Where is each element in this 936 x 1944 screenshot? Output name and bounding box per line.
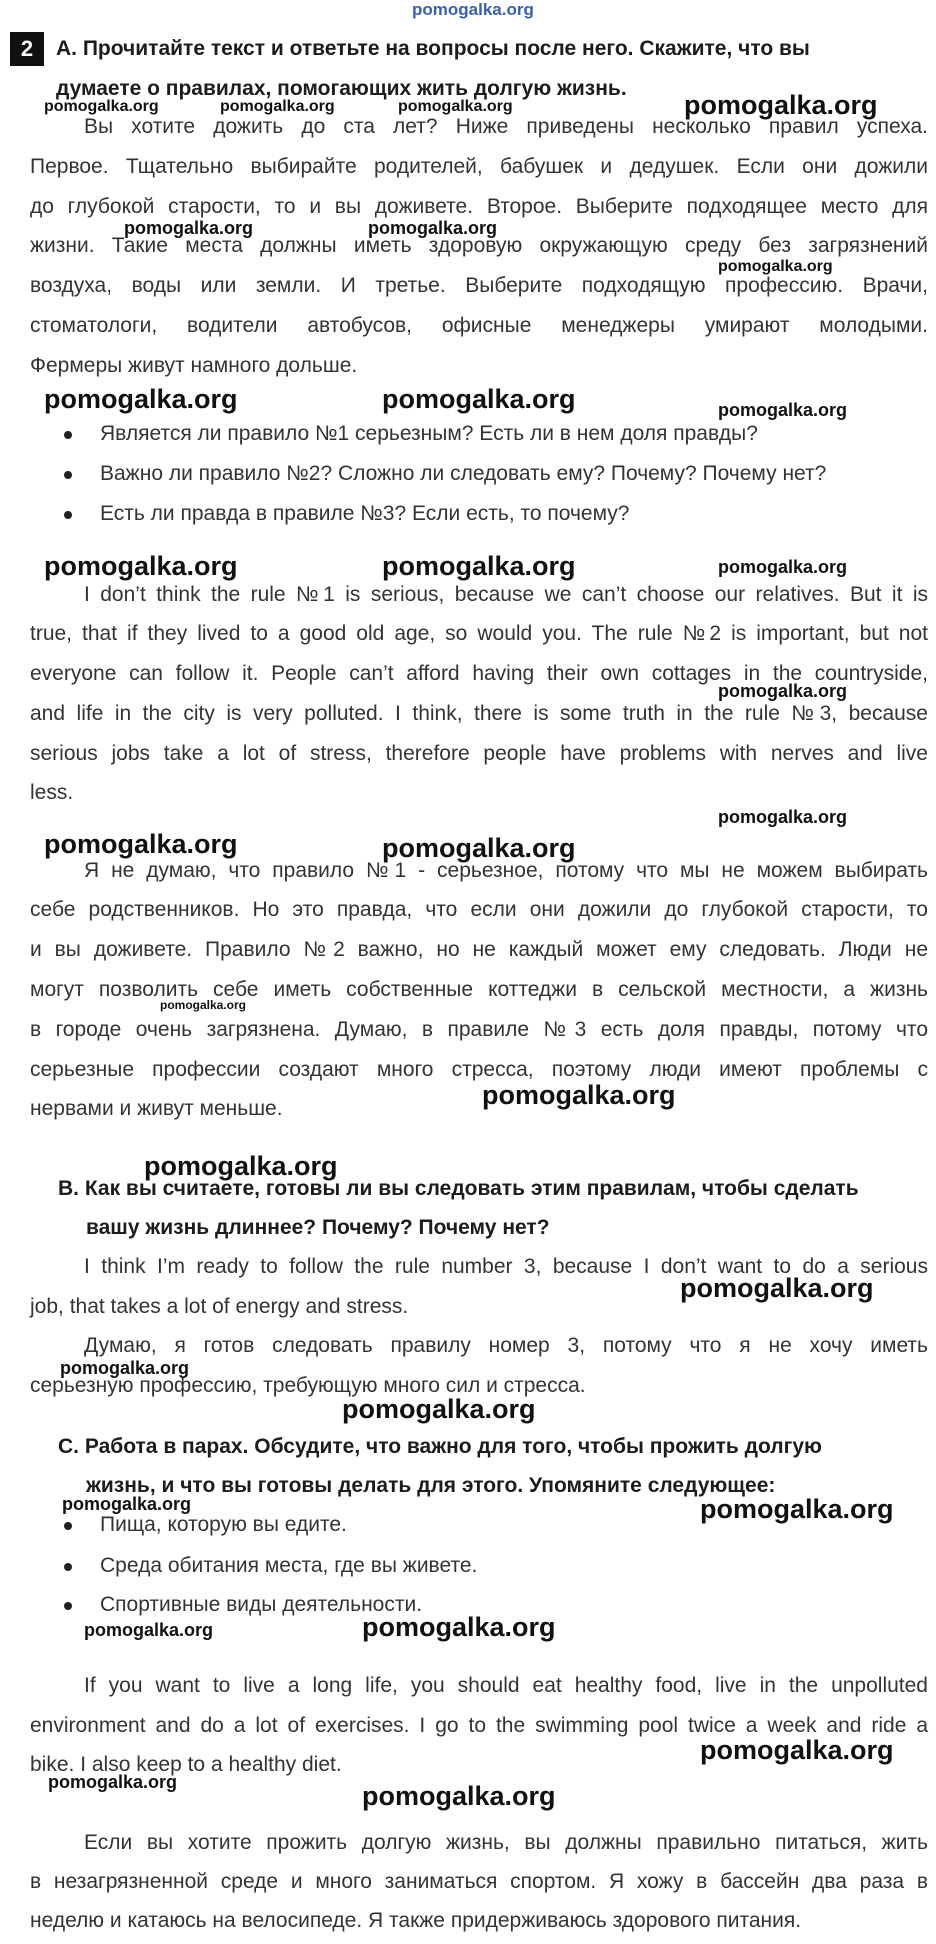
text-line: Вы хотите дожить до ста лет? Ниже приведены несколько правил успеха.: [84, 115, 928, 138]
answer-ru-line: себе родственников. Но это правда, что если они дожили до глубокой старости, то: [30, 898, 928, 921]
answer-en-line: I think I’m ready to follow the rule number 3, because I don’t want to do a serious: [84, 1255, 928, 1278]
watermark: pomogalka.org: [382, 551, 576, 581]
text-line: Первое. Тщательно выбирайте родителей, бабушек и дедушек. Если они дожили: [30, 155, 928, 178]
watermark: pomogalka.org: [342, 1394, 536, 1424]
watermark: pomogalka.org: [62, 1494, 192, 1514]
answer-en-line: environment and do a lot of exercises. I go to the swimming pool twice a week and ride a: [30, 1714, 928, 1737]
part-b-instruction-line: B. Как вы считаете, готовы ли вы следовать этим правилам, чтобы сделать: [58, 1177, 859, 1200]
text-line: Фермеры живут намного дольше.: [30, 354, 358, 377]
part-a-instruction-line: думаете о правилах, помогающих жить долгую жизнь.: [56, 77, 627, 100]
watermark: pomogalka.org: [48, 1772, 178, 1792]
text-line: стоматологи, водители автобусов, офисные менеджеры умирают молодыми.: [30, 314, 928, 337]
answer-ru-line: нервами и живут меньше.: [30, 1097, 283, 1120]
answer-ru-line: неделю и катаюсь на велосипеде. Я также придерживаюсь здорового питания.: [30, 1909, 802, 1932]
answer-en-line: everyone can follow it. People can’t afford having their own cottages in the countryside,: [30, 662, 928, 685]
answer-ru-line: Если вы хотите прожить долгую жизнь, вы должны правильно питаться, жить: [84, 1831, 928, 1854]
answer-ru-line: в городе очень загрязнена. Думаю, в правиле №3 есть доля правды, потому что: [30, 1018, 928, 1041]
exercise-number: 2: [10, 32, 44, 66]
bullet-icon: [64, 471, 72, 479]
answer-en-line: and life in the city is very polluted. I think, there is some truth in the rule №3, because: [30, 702, 928, 725]
watermark: pomogalka.org: [124, 218, 254, 238]
watermark: pomogalka.org: [382, 384, 576, 414]
watermark: pomogalka.org: [718, 258, 833, 275]
answer-ru-line: в незагрязненной среде и много заниматься спортом. Я хожу в бассейн два раза в: [30, 1870, 928, 1893]
answer-en-line: I don’t think the rule №1 is serious, because we can’t choose our relatives. But it is: [84, 583, 928, 606]
watermark: pomogalka.org: [44, 98, 159, 115]
answer-en-line: serious jobs take a lot of stress, therefore people have problems with nerves and live: [30, 742, 928, 765]
text-line: до глубокой старости, то и вы доживете. Второе. Выберите подходящее место для: [30, 195, 928, 218]
watermark: pomogalka.org: [718, 400, 848, 420]
text-line: жизни. Такие места должны иметь здоровую окружающую среду без загрязнений: [30, 234, 928, 257]
watermark: pomogalka.org: [44, 384, 238, 414]
top-watermark: pomogalka.org: [412, 0, 534, 19]
part-c-instruction-line: жизнь, и что вы готовы делать для этого. Упомяните следующее:: [86, 1474, 776, 1497]
answer-en-line: If you want to live a long life, you should eat healthy food, live in the unpolluted: [84, 1674, 928, 1697]
answer-en-line: true, that if they lived to a good old age, so would you. The rule №2 is important, but not: [30, 622, 928, 645]
answer-en-line: less.: [30, 781, 74, 804]
answer-ru-line: серьезную профессию, требующую много сил и стресса.: [30, 1374, 586, 1397]
watermark: pomogalka.org: [718, 557, 848, 577]
bullet-icon: [64, 511, 72, 519]
watermark: pomogalka.org: [700, 1494, 894, 1524]
watermark: pomogalka.org: [44, 551, 238, 581]
answer-ru-line: и вы доживете. Правило №2 важно, но не каждый может ему следовать. Люди не: [30, 938, 928, 961]
watermark: pomogalka.org: [84, 1620, 214, 1640]
watermark: pomogalka.org: [482, 1080, 676, 1110]
bullet-icon: [64, 431, 72, 439]
answer-en-line: job, that takes a lot of energy and stress.: [30, 1295, 409, 1318]
answer-ru-line: Я не думаю, что правило №1 - серьезное, потому что мы не можем выбирать: [84, 859, 928, 882]
watermark: pomogalka.org: [60, 1358, 190, 1378]
bullet-icon: [64, 1602, 72, 1610]
watermark: pomogalka.org: [680, 1273, 874, 1303]
part-c-instruction-line: C. Работа в парах. Обсудите, что важно для того, чтобы прожить долгую: [58, 1435, 822, 1458]
watermark: pomogalka.org: [160, 998, 247, 1012]
bullet-icon: [64, 1563, 72, 1571]
watermark: pomogalka.org: [684, 90, 878, 120]
watermark: pomogalka.org: [382, 833, 576, 863]
watermark: pomogalka.org: [718, 807, 848, 827]
watermark: pomogalka.org: [44, 829, 238, 859]
watermark: pomogalka.org: [362, 1781, 556, 1811]
watermark: pomogalka.org: [718, 681, 848, 701]
answer-ru-line: Думаю, я готов следовать правилу номер 3, потому что я не хочу иметь: [84, 1334, 928, 1357]
answer-en-line: bike. I also keep to a healthy diet.: [30, 1753, 342, 1776]
bullet-icon: [64, 1522, 72, 1530]
watermark: pomogalka.org: [144, 1151, 338, 1181]
watermark: pomogalka.org: [368, 218, 498, 238]
watermark: pomogalka.org: [398, 98, 513, 115]
answer-ru-line: могут позволить себе иметь собственные коттеджи в сельской местности, а жизнь: [30, 978, 928, 1001]
text-line: воздуха, воды или земли. И третье. Выберите подходящую профессию. Врачи,: [30, 274, 928, 297]
watermark: pomogalka.org: [700, 1735, 894, 1765]
part-b-instruction-line: вашу жизнь длиннее? Почему? Почему нет?: [86, 1216, 550, 1239]
watermark: pomogalka.org: [362, 1612, 556, 1642]
part-a-instruction-line: A. Прочитайте текст и ответьте на вопросы после него. Скажите, что вы: [56, 37, 810, 60]
watermark: pomogalka.org: [220, 98, 335, 115]
answer-ru-line: серьезные профессии создают много стресса, поэтому люди имеют проблемы с: [30, 1058, 928, 1081]
